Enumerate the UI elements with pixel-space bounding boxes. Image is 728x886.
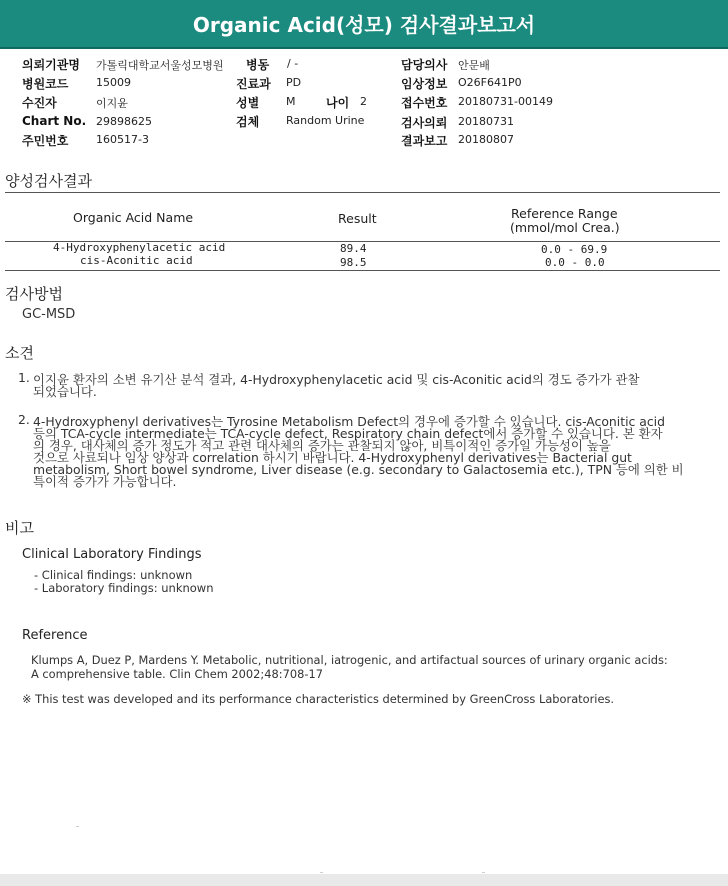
- patient-label: 수진자: [22, 96, 57, 110]
- row-reference: 0.0 - 69.9: [541, 243, 608, 256]
- opinion-line: 특이적 증가가 가능합니다.: [33, 474, 177, 489]
- clinical-info-value: O26F641P0: [458, 76, 522, 89]
- ward-value: / -: [287, 57, 299, 70]
- age-label: 나이: [326, 96, 350, 110]
- department-value: PD: [286, 76, 302, 89]
- row-result: 98.5: [340, 256, 367, 269]
- positive-results-heading: 양성검사결과: [5, 172, 92, 190]
- results-bottom-rule: [5, 270, 720, 271]
- method-heading: 검사방법: [5, 285, 63, 303]
- reference-line: A comprehensive table. Clin Chem 2002;48:708-17: [31, 667, 323, 681]
- institution-value: 가톨릭대학교서울성모병원: [96, 59, 224, 72]
- resident-no-value: 160517-3: [96, 133, 149, 146]
- institution-label: 의뢰기관명: [22, 58, 80, 72]
- opinion-line: 것으로 사료되나 임상 양상과 correlation 하시기 바랍니다. 4-Hydroxyphenyl derivatives는 Bacterial gut: [33, 450, 632, 465]
- findings-title: Clinical Laboratory Findings: [22, 547, 202, 562]
- opinion-line: 4-Hydroxyphenyl derivatives는 Tyrosine Metabolism Defect의 경우에 증가할 수 있습니다. cis-Aconitic acid: [33, 414, 665, 429]
- specimen-label: 검체: [236, 115, 260, 129]
- page-bottom-strip: [0, 874, 728, 886]
- opinion-line: metabolism, Short bowel syndrome, Liver disease (e.g. secondary to Galactosemia etc.), TPN 등에 의한 비: [33, 462, 684, 477]
- reference-title: Reference: [22, 628, 88, 643]
- request-date-label: 검사의뢰: [401, 116, 448, 130]
- receipt-label: 접수번호: [401, 96, 448, 110]
- hospital-code-label: 병원코드: [22, 77, 69, 91]
- opinion-line: 되었습니다.: [33, 384, 97, 399]
- hospital-code-value: 15009: [96, 76, 131, 89]
- opinion-item-number: 2.: [18, 412, 30, 427]
- row-name: 4-Hydroxyphenylacetic acid: [53, 241, 226, 254]
- report-date-value: 20180807: [458, 133, 514, 146]
- receipt-value: 20180731-00149: [458, 95, 553, 108]
- specimen-value: Random Urine: [286, 114, 365, 127]
- opinion-line: 등의 TCA-cycle intermediate는 TCA-cycle defect, Respiratory chain defect에서 증가할 수 있습니다. 본 환자: [33, 426, 663, 441]
- age-value: 2: [360, 95, 367, 108]
- results-top-rule: [5, 192, 720, 193]
- laboratory-findings: - Laboratory findings: unknown: [34, 581, 214, 595]
- clinical-info-label: 임상정보: [401, 77, 448, 91]
- row-reference: 0.0 - 0.0: [545, 256, 605, 269]
- department-label: 진료과: [236, 77, 271, 91]
- report-title-banner: [0, 0, 728, 49]
- col-header-reference: Reference Range: [511, 206, 618, 221]
- chart-no-label: Chart No.: [22, 114, 87, 128]
- chart-no-value: 29898625: [96, 115, 152, 128]
- report-title: Organic Acid(성모) 검사결과보고서: [192, 13, 536, 37]
- footnote: ※ This test was developed and its performance characteristics determined by GreenCross Laboratories.: [22, 692, 615, 706]
- reference-line: Klumps A, Duez P, Mardens Y. Metabolic, nutritional, iatrogenic, and artifactual sources of urinary organic acids:: [31, 653, 668, 667]
- resident-no-label: 주민번호: [22, 134, 69, 148]
- request-date-value: 20180731: [458, 115, 514, 128]
- col-header-result: Result: [338, 211, 377, 226]
- row-name: cis-Aconitic acid: [80, 254, 193, 267]
- sex-label: 성별: [236, 96, 260, 110]
- scan-mark: [320, 872, 323, 873]
- opinion-line: 이지윤 환자의 소변 유기산 분석 결과, 4-Hydroxyphenylacetic acid 및 cis-Aconitic acid의 경도 증가가 관찰: [33, 372, 640, 387]
- ward-label: 병동: [246, 58, 270, 72]
- scan-mark: [482, 872, 485, 873]
- sex-value: M: [286, 95, 296, 108]
- opinion-heading: 소견: [5, 344, 34, 362]
- report-date-label: 결과보고: [401, 134, 448, 148]
- col-header-reference-unit: (mmol/mol Crea.): [510, 220, 620, 235]
- patient-value: 이지윤: [96, 97, 128, 110]
- opinion-item-number: 1.: [18, 370, 30, 385]
- col-header-name: Organic Acid Name: [73, 210, 194, 225]
- clinical-findings: - Clinical findings: unknown: [34, 568, 193, 582]
- doctor-value: 안문배: [458, 59, 490, 72]
- doctor-label: 담당의사: [401, 58, 448, 72]
- method-value: GC-MSD: [22, 307, 76, 322]
- opinion-line: 의 경우, 대사체의 증가 정도가 적고 관련 대사체의 증가는 관찰되지 않아, 비특이적인 증가일 가능성이 높을: [33, 438, 611, 453]
- remarks-heading: 비고: [5, 519, 34, 537]
- row-result: 89.4: [340, 242, 367, 255]
- scan-mark: [76, 826, 79, 827]
